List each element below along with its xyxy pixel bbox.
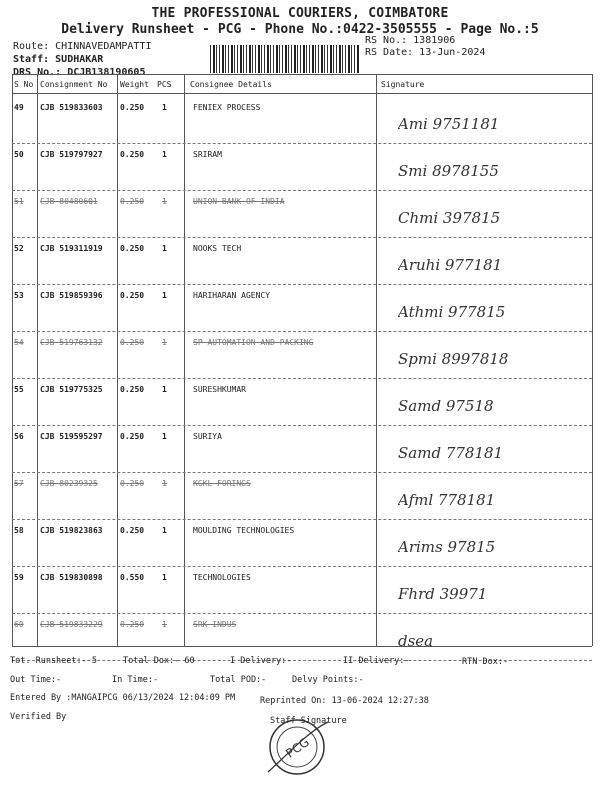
table-bottom-line xyxy=(12,646,592,647)
row-separator xyxy=(12,472,592,473)
staff-value: SUDHAKAR xyxy=(55,54,104,65)
barcode xyxy=(210,45,360,73)
row-consignment: CJB 80239325 xyxy=(40,479,98,488)
row-signature: Samd 97518 xyxy=(398,397,494,415)
row-pcs: 1 xyxy=(162,150,167,159)
row-weight: 0.250 xyxy=(120,150,145,159)
row-sno: 52 xyxy=(14,244,24,253)
col-consignee: Consignee Details xyxy=(190,80,272,89)
staff-signature-label: Staff Signature xyxy=(270,716,347,726)
total-pod: Total POD:- xyxy=(210,675,267,685)
col-signature: Signature xyxy=(381,80,425,89)
row-consignment: CJB 519763132 xyxy=(40,338,103,347)
row-consignment: CJB 519830898 xyxy=(40,573,103,582)
row-pcs: 1 xyxy=(162,291,167,300)
company-title: THE PROFESSIONAL COURIERS, COIMBATORE xyxy=(151,6,449,21)
row-signature: Spmi 8997818 xyxy=(398,350,509,368)
row-separator xyxy=(12,190,592,191)
row-signature: Chmi 397815 xyxy=(398,209,501,227)
delvy-points: Delvy Points:- xyxy=(292,675,364,685)
row-consignee: SURESHKUMAR xyxy=(193,385,246,394)
row-separator xyxy=(12,143,592,144)
row-consignment: CJB 80480601 xyxy=(40,197,98,206)
route-value: CHINNAVEDAMPATTI xyxy=(55,41,152,52)
row-pcs: 1 xyxy=(162,338,167,347)
row-separator xyxy=(12,331,592,332)
row-sno: 51 xyxy=(14,197,24,206)
entered-by: Entered By :MANGAIPCG 06/13/2024 12:04:09 PM xyxy=(10,693,236,703)
drs-value: DCJB138190605 xyxy=(67,67,146,78)
row-signature: Athmi 977815 xyxy=(398,303,506,321)
row-consignment: CJB 519833603 xyxy=(40,103,103,112)
row-separator xyxy=(12,284,592,285)
row-separator xyxy=(12,566,592,567)
row-sno: 56 xyxy=(14,432,24,441)
row-weight: 0.250 xyxy=(120,479,145,488)
total-dox: Total Dox:- 60 xyxy=(123,656,195,666)
row-pcs: 1 xyxy=(162,103,167,112)
row-sno: 49 xyxy=(14,103,24,112)
col-divider xyxy=(184,74,185,646)
row-signature: Smi 8978155 xyxy=(398,162,499,180)
col-pcs: PCS xyxy=(157,80,172,89)
col-divider xyxy=(12,74,13,646)
col-sno: S No xyxy=(14,80,34,89)
drs-line: DRS No.: DCJB138190605 xyxy=(13,67,146,78)
row-signature: Afml 778181 xyxy=(398,491,496,509)
row-consignee: SURIYA xyxy=(193,432,222,441)
row-pcs: 1 xyxy=(162,620,167,629)
row-consignment: CJB 519311919 xyxy=(40,244,103,253)
row-consignee: FENIEX PROCESS xyxy=(193,103,261,112)
reprinted-on: Reprinted On: 13-06-2024 12:27:38 xyxy=(260,696,429,706)
row-pcs: 1 xyxy=(162,526,167,535)
table-top-line xyxy=(12,74,592,75)
rtn-dox: RTN Dox:- xyxy=(462,657,509,667)
row-consignment: CJB 519833229 xyxy=(40,620,103,629)
tot-runsheet: Tot. Runsheet:- 5 xyxy=(10,656,97,666)
row-separator xyxy=(12,613,592,614)
rs-date: RS Date: 13-Jun-2024 xyxy=(365,47,486,58)
rs-no: RS No.: 1381906 xyxy=(365,35,456,46)
row-sno: 55 xyxy=(14,385,24,394)
row-separator xyxy=(12,378,592,379)
row-separator xyxy=(12,425,592,426)
row-signature: Arims 97815 xyxy=(398,538,496,556)
pcg-stamp xyxy=(262,712,332,782)
staff-line: Staff: SUDHAKAR xyxy=(13,54,104,65)
col-consignment: Consignment No xyxy=(40,80,108,89)
stamp-text: PCG xyxy=(283,734,312,761)
row-pcs: 1 xyxy=(162,432,167,441)
row-consignment: CJB 519859396 xyxy=(40,291,103,300)
col-weight: Weight xyxy=(120,80,149,89)
row-weight: 0.550 xyxy=(120,573,145,582)
row-pcs: 1 xyxy=(162,385,167,394)
row-signature: Aruhi 977181 xyxy=(398,256,503,274)
row-signature: Ami 9751181 xyxy=(398,115,500,133)
row-pcs: 1 xyxy=(162,479,167,488)
route-line: Route: CHINNAVEDAMPATTI xyxy=(13,41,152,52)
col-divider xyxy=(117,74,118,646)
row-pcs: 1 xyxy=(162,244,167,253)
row-consignee: TECHNOLOGIES xyxy=(193,573,251,582)
row-consignment: CJB 519595297 xyxy=(40,432,103,441)
verified-by: Verified By xyxy=(10,712,67,722)
header-bottom-line xyxy=(12,93,592,94)
row-sno: 57 xyxy=(14,479,24,488)
row-sno: 59 xyxy=(14,573,24,582)
out-time: Out Time:- xyxy=(10,675,62,685)
runsheet-title: Delivery Runsheet - PCG - Phone No.:0422-3505555 - Page No.:5 xyxy=(61,22,539,37)
row-separator xyxy=(12,237,592,238)
row-consignee: KGKL FORINGS xyxy=(193,479,251,488)
row-weight: 0.250 xyxy=(120,103,145,112)
row-signature: Fhrd 39971 xyxy=(398,585,488,603)
row-consignment: CJB 519775325 xyxy=(40,385,103,394)
row-sno: 54 xyxy=(14,338,24,347)
row-sno: 50 xyxy=(14,150,24,159)
ii-delivery: II Delivery:- xyxy=(343,656,410,666)
row-consignment: CJB 519823863 xyxy=(40,526,103,535)
row-sno: 60 xyxy=(14,620,24,629)
i-delivery: I Delivery:- xyxy=(230,656,292,666)
row-consignee: SRK INDUS xyxy=(193,620,237,629)
row-sno: 58 xyxy=(14,526,24,535)
row-separator xyxy=(12,519,592,520)
row-consignment: CJB 519797927 xyxy=(40,150,103,159)
row-consignee: HARIHARAN AGENCY xyxy=(193,291,271,300)
row-weight: 0.250 xyxy=(120,526,145,535)
col-divider xyxy=(37,74,38,646)
row-weight: 0.250 xyxy=(120,385,145,394)
col-divider xyxy=(376,74,377,646)
row-weight: 0.250 xyxy=(120,620,145,629)
row-pcs: 1 xyxy=(162,197,167,206)
row-signature: dsea xyxy=(398,632,434,650)
row-consignee: SP AUTOMATION AND PACKING xyxy=(193,338,314,347)
row-weight: 0.250 xyxy=(120,432,145,441)
row-pcs: 1 xyxy=(162,573,167,582)
in-time: In Time:- xyxy=(112,675,159,685)
row-consignee: UNION BANK OF INDIA xyxy=(193,197,285,206)
row-weight: 0.250 xyxy=(120,291,145,300)
row-signature: Samd 778181 xyxy=(398,444,504,462)
rs-block xyxy=(365,35,485,59)
row-weight: 0.250 xyxy=(120,197,145,206)
row-sno: 53 xyxy=(14,291,24,300)
row-consignee: MOULDING TECHNOLOGIES xyxy=(193,526,295,535)
row-weight: 0.250 xyxy=(120,244,145,253)
row-consignee: NOOKS TECH xyxy=(193,244,242,253)
row-consignee: SRIRAM xyxy=(193,150,222,159)
row-weight: 0.250 xyxy=(120,338,145,347)
